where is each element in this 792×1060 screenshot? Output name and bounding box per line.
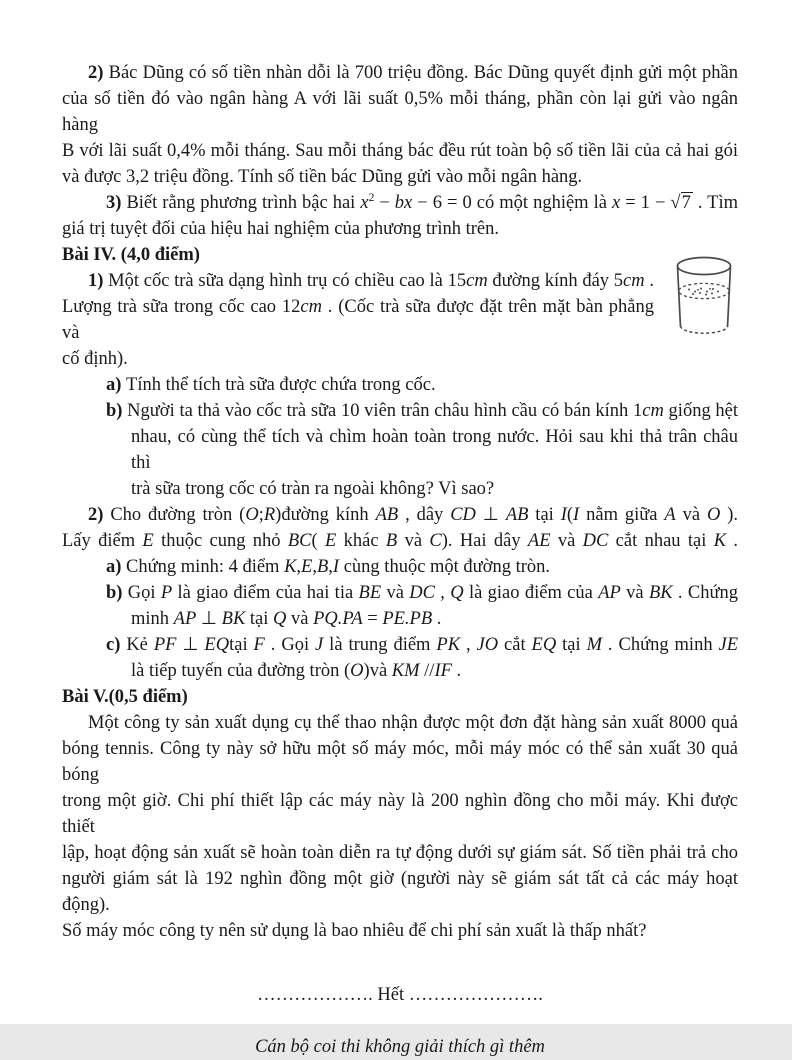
text-line: minh AP ⊥ BK tại Q và PQ.PA = PE.PB . <box>131 609 442 629</box>
heading-bai-iv <box>62 242 738 268</box>
document-content <box>62 60 738 1060</box>
section-heading: Bài V.(0,5 điểm) <box>62 687 188 707</box>
exercise-v <box>62 710 738 944</box>
text-line: của số tiền đó vào ngân hàng A với lãi suất 0,5% mỗi tháng, phần còn lại gửi vào ngân hàng <box>62 89 738 135</box>
text-line: a) Chứng minh: 4 điểm K,E,B,I cùng thuộc một đường tròn. <box>106 557 551 577</box>
text-line: 2) Bác Dũng có số tiền nhàn dỗi là 700 triệu đồng. Bác Dũng quyết định gửi một phần <box>88 63 738 83</box>
heading-bai-v <box>62 684 738 710</box>
end-marker-line: ………………. Hết …………………. <box>257 985 543 1005</box>
text-line: trong một giờ. Chi phí thiết lập các máy này là 200 nghìn đồng cho mỗi máy. Khi được thiết <box>62 791 738 837</box>
pearls-dots <box>688 288 719 296</box>
text-line: giá trị tuyệt đối của hiệu hai nghiệm của phương trình trên. <box>62 219 499 239</box>
text-line: lập, hoạt động sản xuất sẽ hoàn toàn diễn ra tự động dưới sự giám sát. Số tiền phải trả cho <box>62 843 738 863</box>
exercise-iv-item-1b <box>62 398 738 502</box>
text-line: Lượng trà sữa trong cốc cao 12cm . (Cốc trà sữa được đặt trên mặt bàn phẳng và <box>62 297 654 343</box>
exercise-iv-item-1a <box>62 372 738 398</box>
cylinder-figure <box>673 256 735 340</box>
section-heading: Bài IV. (4,0 điểm) <box>62 245 200 265</box>
text-line: B với lãi suất 0,4% mỗi tháng. Sau mỗi tháng bác đều rút toàn bộ số tiền lãi của cả hai gói <box>62 141 738 161</box>
text-line: người giám sát là 192 nghìn đồng một giờ (người này sẽ giám sát tất cả các máy hoạt động). <box>62 869 738 915</box>
text-line: là tiếp tuyến của đường tròn (O)và KM //IF . <box>131 661 462 681</box>
proctor-note-line: Cán bộ coi thi không giải thích gì thêm <box>255 1037 545 1057</box>
text-line: bóng tennis. Công ty này sở hữu một số máy móc, mỗi máy móc có thể sản xuất 30 quả bóng <box>62 739 738 785</box>
exercise-iv-item-2c <box>62 632 738 684</box>
text-line: 2) Cho đường tròn (O;R)đường kính AB , dây CD ⊥ AB tại I(I nằm giữa A và O ). <box>88 505 738 525</box>
exercise-iv-item-2 <box>62 502 738 554</box>
text-line: 1) Một cốc trà sữa dạng hình trụ có chiều cao là 15cm đường kính đáy 5cm . <box>88 271 654 291</box>
text-line: c) Kẻ PF ⊥ EQtại F . Gọi J là trung điểm PK , JO cắt EQ tại M . Chứng minh JE <box>106 635 739 655</box>
text-line: Lấy điểm E thuộc cung nhỏ BC( E khác B và C). Hai dây AE và DC cắt nhau tại K . <box>62 531 738 551</box>
exercise-iv-item-2b <box>62 580 738 632</box>
text-line: cố định). <box>62 349 128 369</box>
text-line: b) Gọi P là giao điểm của hai tia BE và DC , Q là giao điểm của AP và BK . Chứng <box>106 583 738 603</box>
text-line: a) Tính thể tích trà sữa được chứa trong cốc. <box>106 375 436 395</box>
text-line: Một công ty sản xuất dụng cụ thể thao nhận được một đơn đặt hàng sản xuất 8000 quả <box>88 713 738 733</box>
text-line: nhau, có cùng thể tích và chìm hoàn toàn trong nước. Hỏi sau khi thả trân châu thì <box>131 427 738 473</box>
exercise-iv-item-2a <box>62 554 738 580</box>
exercise-iii-item-3 <box>62 190 738 242</box>
exercise-iv-item-1 <box>62 268 654 372</box>
text-line: trà sữa trong cốc có tràn ra ngoài không? Vì sao? <box>131 479 495 499</box>
exercise-iii-item-2 <box>62 60 738 190</box>
text-line: Số máy móc công ty nên sử dụng là bao nhiêu để chi phí sản xuất là thấp nhất? <box>62 921 647 941</box>
text-line: b) Người ta thả vào cốc trà sữa 10 viên trân châu hình cầu có bán kính 1cm giống hệt <box>106 401 739 421</box>
text-line: 3) Biết rằng phương trình bậc hai $x^2$ − bx − 6 = 0 có một nghiệm là x = 1 − √7 . Tìm <box>106 191 739 213</box>
text-line: và được 3,2 triệu đồng. Tính số tiền bác Dũng gửi vào mỗi ngân hàng. <box>62 167 583 187</box>
